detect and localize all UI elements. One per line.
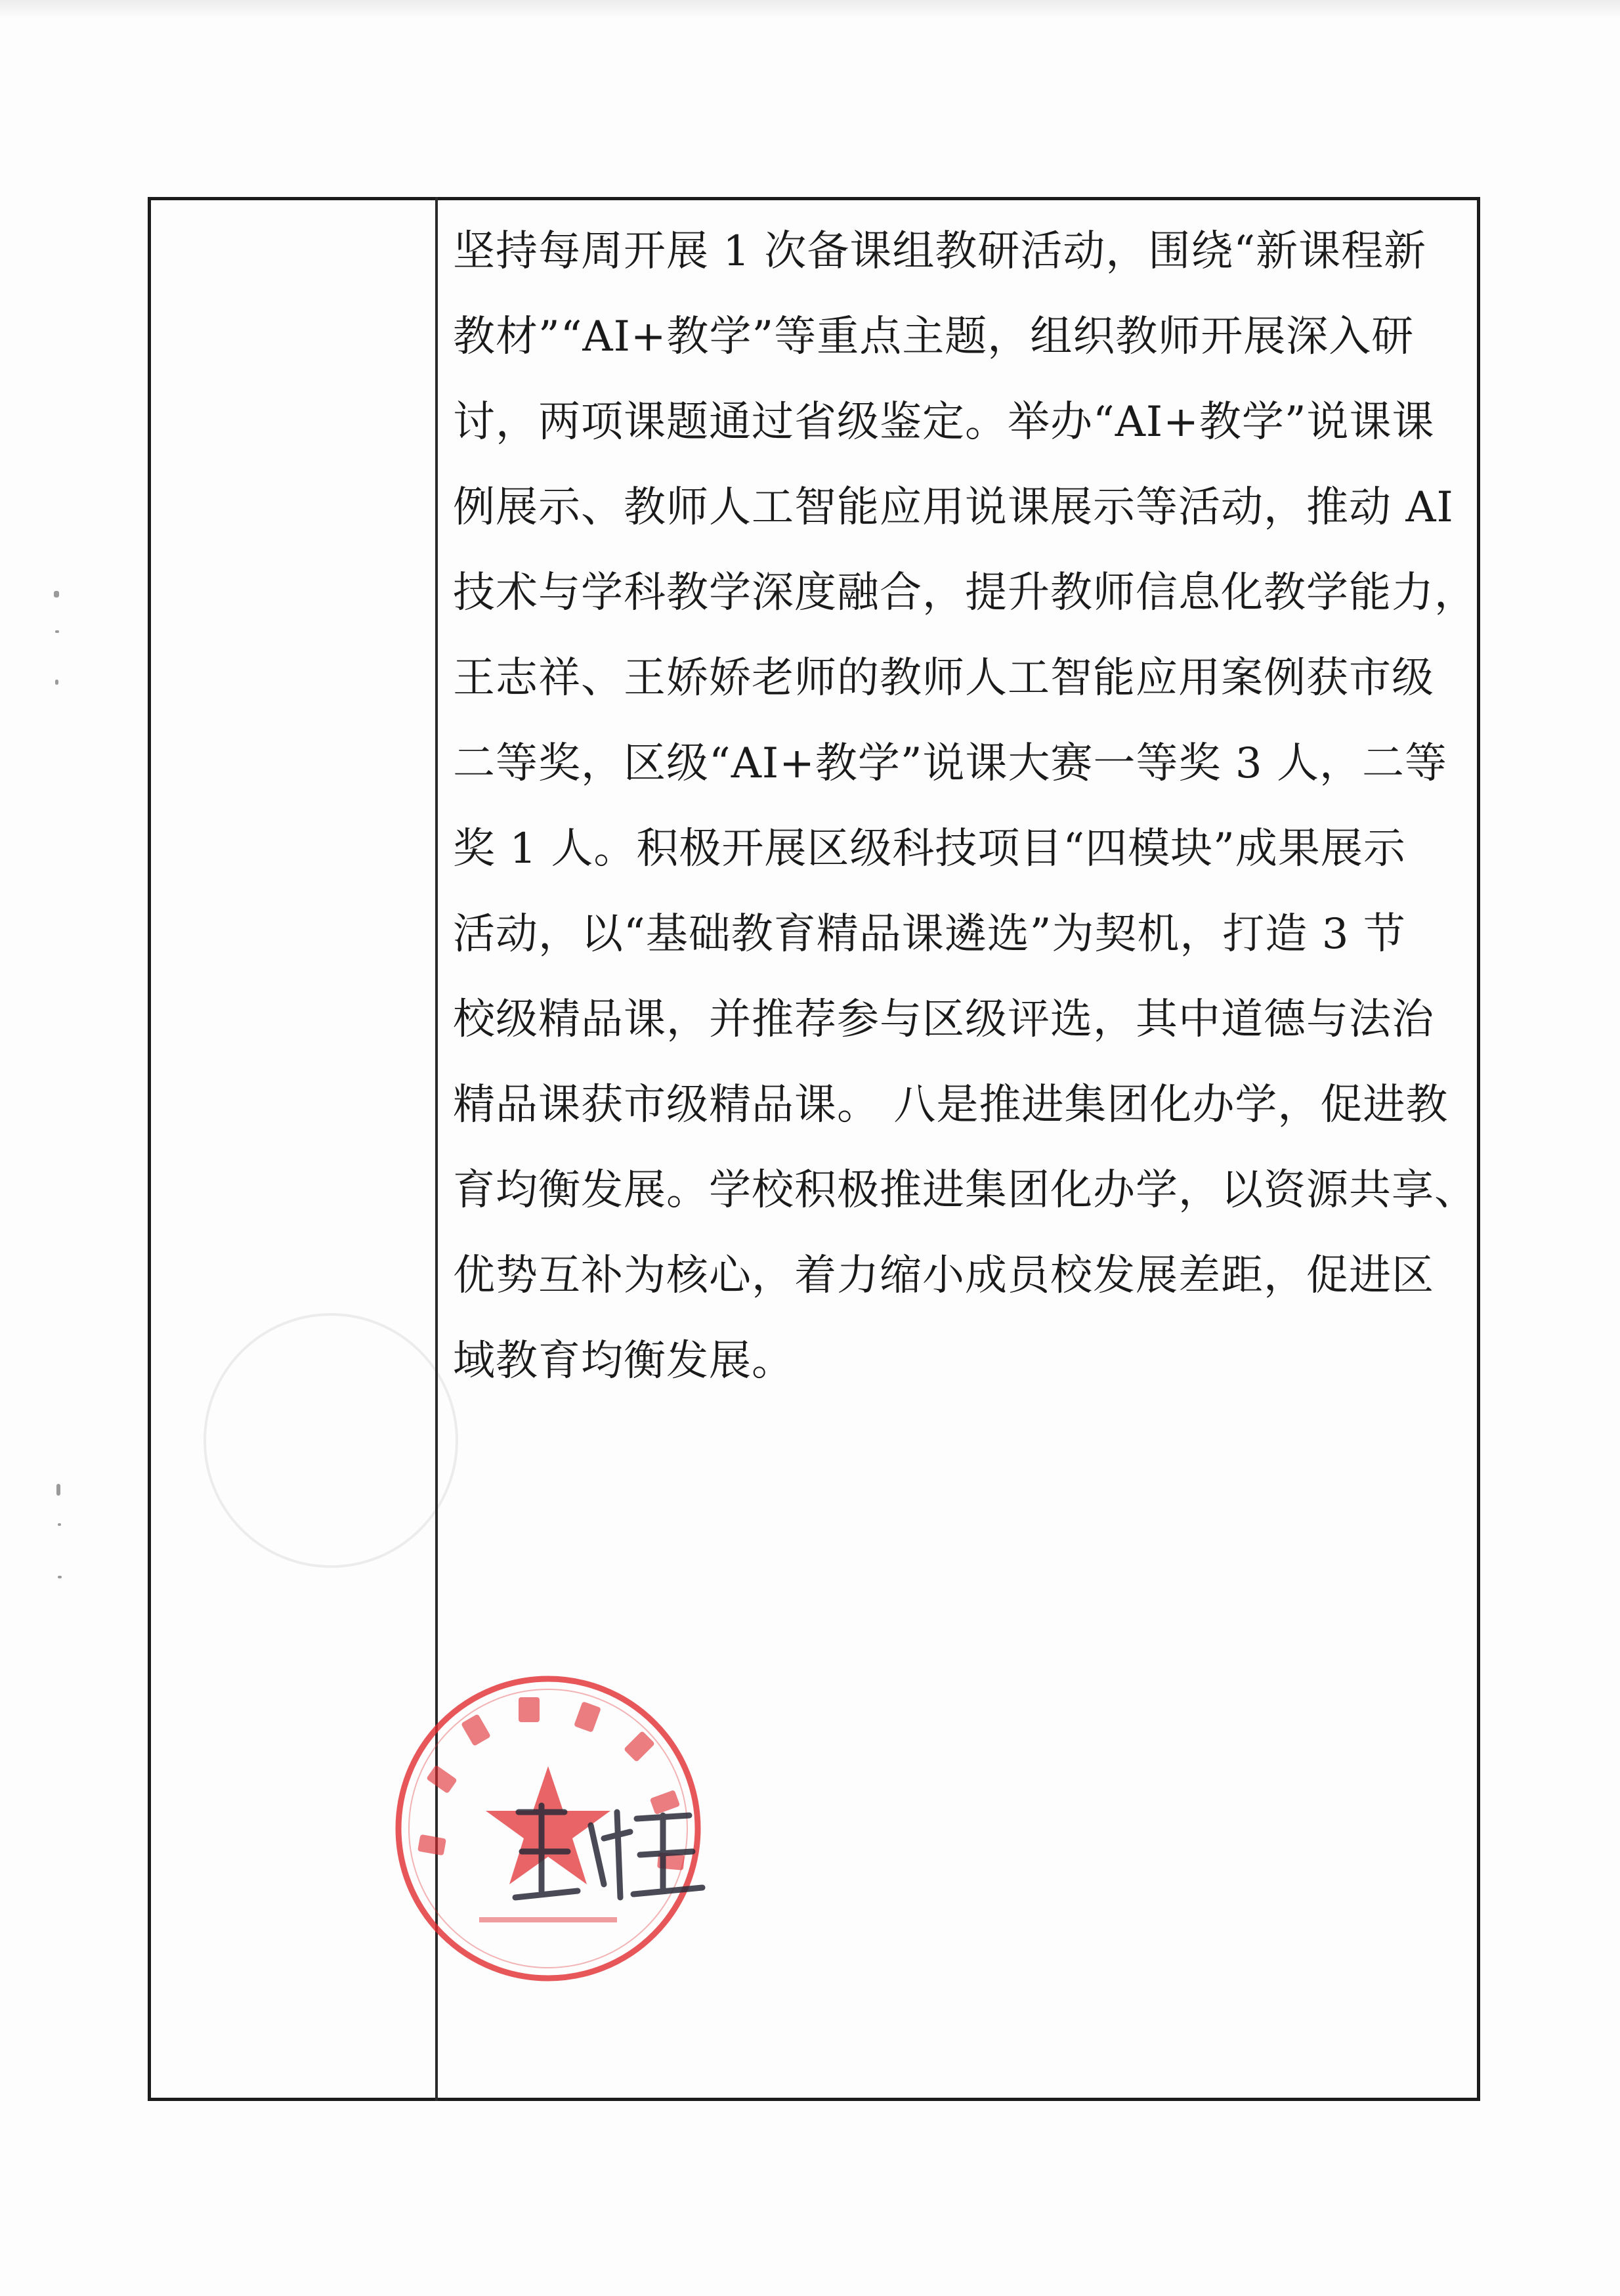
paragraph-line: 域教育均衡发展。 (453, 1337, 794, 1385)
paragraph-line: 例展示、教师人工智能应用说课展示等活动，推动 AI (453, 483, 1454, 532)
margin-mark (55, 680, 58, 685)
paragraph-line: 教材”“AI+教学”等重点主题，组织教师开展深入研 (453, 313, 1415, 361)
paragraph-line: 王志祥、王娇娇老师的教师人工智能应用案例获市级 (453, 654, 1434, 703)
paragraph-line: 校级精品课，并推荐参与区级评选，其中道德与法治 (453, 995, 1434, 1044)
paragraph-line: 二等奖，区级“AI+教学”说课大赛一等奖 3 人，二等 (453, 739, 1447, 788)
margin-mark (56, 1484, 60, 1496)
paragraph-line: 精品课获市级精品课。 八是推进集团化办学，促进教 (453, 1081, 1449, 1129)
margin-mark (58, 1523, 61, 1526)
paragraph-line: 技术与学科教学深度融合，提升教师信息化教学能力， (453, 569, 1477, 617)
margin-mark (54, 591, 59, 597)
handwritten-signature-icon (505, 1786, 715, 1917)
table-content-cell (453, 209, 1477, 1404)
paragraph-line: 奖 1 人。积极开展区级科技项目“四模块”成果展示 (453, 825, 1406, 873)
paragraph-line: 坚持每周开展 1 次备课组教研活动，围绕“新课程新 (453, 227, 1427, 276)
paragraph-line: 讨，两项课题通过省级鉴定。举办“AI+教学”说课课 (453, 398, 1435, 446)
paragraph-line: 活动，以“基础教育精品课遴选”为契机，打造 3 节 (453, 910, 1406, 959)
margin-mark (55, 630, 59, 633)
margin-mark (58, 1576, 62, 1578)
scan-edge (0, 0, 1620, 18)
paragraph-line: 育均衡发展。学校积极推进集团化办学，以资源共享、 (453, 1166, 1477, 1215)
paragraph-line: 优势互补为核心，着力缩小成员校发展差距，促进区 (453, 1251, 1434, 1300)
